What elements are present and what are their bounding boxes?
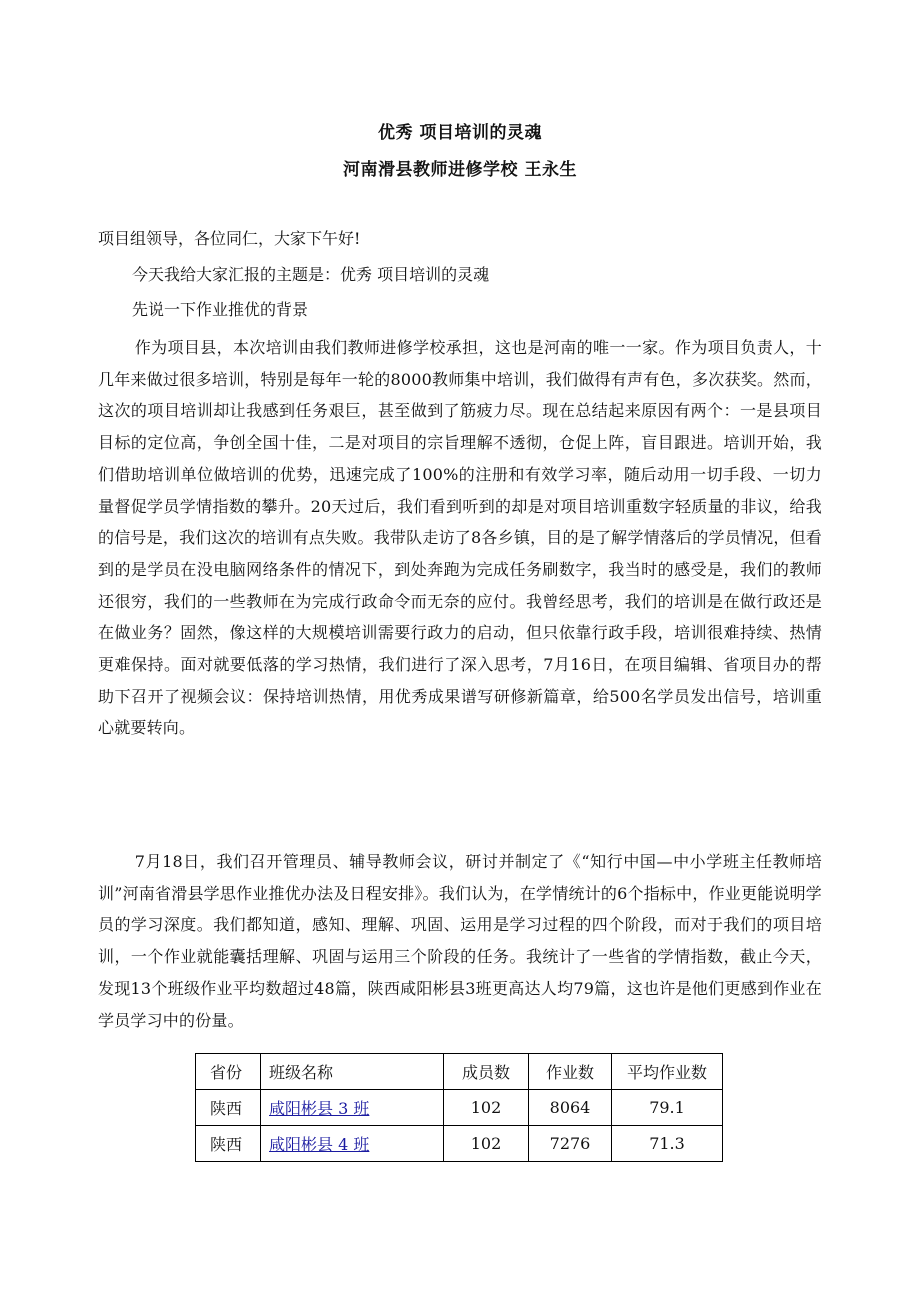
body-paragraph-2: 7月18日，我们召开管理员、辅导教师会议，研讨并制定了《“知行中国—中小学班主任教师培训”河南省滑县学思作业推优办法及日程安排》。我们认为，在学情统计的6个指标中，作业更能说明学员的学习深度。我们都知道，感知、理解、巩固、运用是学习过程的四个阶段，而对于我们的项目培训，一个作业就能囊括理解、巩固与运用三个阶段的任务。我统计了一些省的学情指数，截止今天，发现13个班级作业平均数超过48篇，陕西咸阳彬县3班更高达人均79篇，这也许是他们更感到作业在学员学习中的份量。 — [98, 852, 822, 1030]
header-homework-count: 作业数 — [529, 1054, 612, 1090]
header-class-name: 班级名称 — [261, 1054, 444, 1090]
body-paragraph-1: 作为项目县，本次培训由我们教师进修学校承担，这也是河南的唯一一家。作为项目负责人，十几年来做过很多培训，特别是每年一轮的8000教师集中培训，我们做得有声有色，多次获奖。然而，这次的项目培训却让我感到任务艰巨，甚至做到了筋疲力尽。现在总结起来原因有两个：一是县项目目标的定位高，争创全国十佳，二是对项目的宗旨理解不透彻，仓促上阵，盲目跟进。培训开始，我们借助培训单位做培训的优势，迅速完成了100%的注册和有效学习率，随后动用一切手段、一切力量督促学员学情指数的攀升。20天过后，我们看到听到的却是对项目培训重数字轻质量的非议，给我的信号是，我们这次的培训有点失败。我带队走访了8各乡镇，目的是了解学情落后的学员情况，但看到的是学员在没电脑网络条件的情况下，到处奔跑为完成任务刷数字，我当时的感受是，我们的教师还很穷，我们的一些教师在为完成行政命令而无奈的应付。我曾经思考，我们的培训是在做行政还是在做业务？固然，像这样的大规模培训需要行政力的启动，但只依靠行政手段，培训很难持续、热情更难保持。面对就要低落的学习热情，我们进行了深入思考，7月16日，在项目编辑、省项目办的帮助下召开了视频会议：保持培训热情，用优秀成果谱写研修新篇章，给500名学员发出信号，培训重心就要转向。 — [98, 338, 822, 738]
document-byline: 河南滑县教师进修学校 王永生 — [343, 160, 577, 180]
cell-class-name — [261, 1126, 444, 1162]
cell-province: 陕西 — [196, 1126, 261, 1162]
cell-province: 陕西 — [196, 1090, 261, 1126]
cell-homework-count: 7276 — [529, 1126, 612, 1162]
cell-class-name — [261, 1090, 444, 1126]
topic-line: 今天我给大家汇报的主题是：优秀 项目培训的灵魂 — [132, 265, 490, 284]
header-member-count: 成员数 — [444, 1054, 529, 1090]
table-row — [196, 1090, 723, 1126]
table-row — [196, 1126, 723, 1162]
greeting-line: 项目组领导，各位同仁，大家下午好! — [98, 229, 361, 248]
document-title: 优秀 项目培训的灵魂 — [378, 123, 542, 143]
class-link[interactable]: 咸阳彬县 4 班 — [269, 1135, 370, 1154]
table-header-row — [196, 1054, 723, 1090]
header-province: 省份 — [196, 1054, 261, 1090]
cell-avg-homework: 79.1 — [612, 1090, 723, 1126]
header-avg-homework: 平均作业数 — [612, 1054, 723, 1090]
cell-homework-count: 8064 — [529, 1090, 612, 1126]
cell-member-count: 102 — [444, 1090, 529, 1126]
cell-member-count: 102 — [444, 1126, 529, 1162]
cell-avg-homework: 71.3 — [612, 1126, 723, 1162]
class-stats-table — [195, 1053, 723, 1162]
class-link[interactable]: 咸阳彬县 3 班 — [269, 1099, 370, 1118]
background-line: 先说一下作业推优的背景 — [132, 300, 309, 319]
